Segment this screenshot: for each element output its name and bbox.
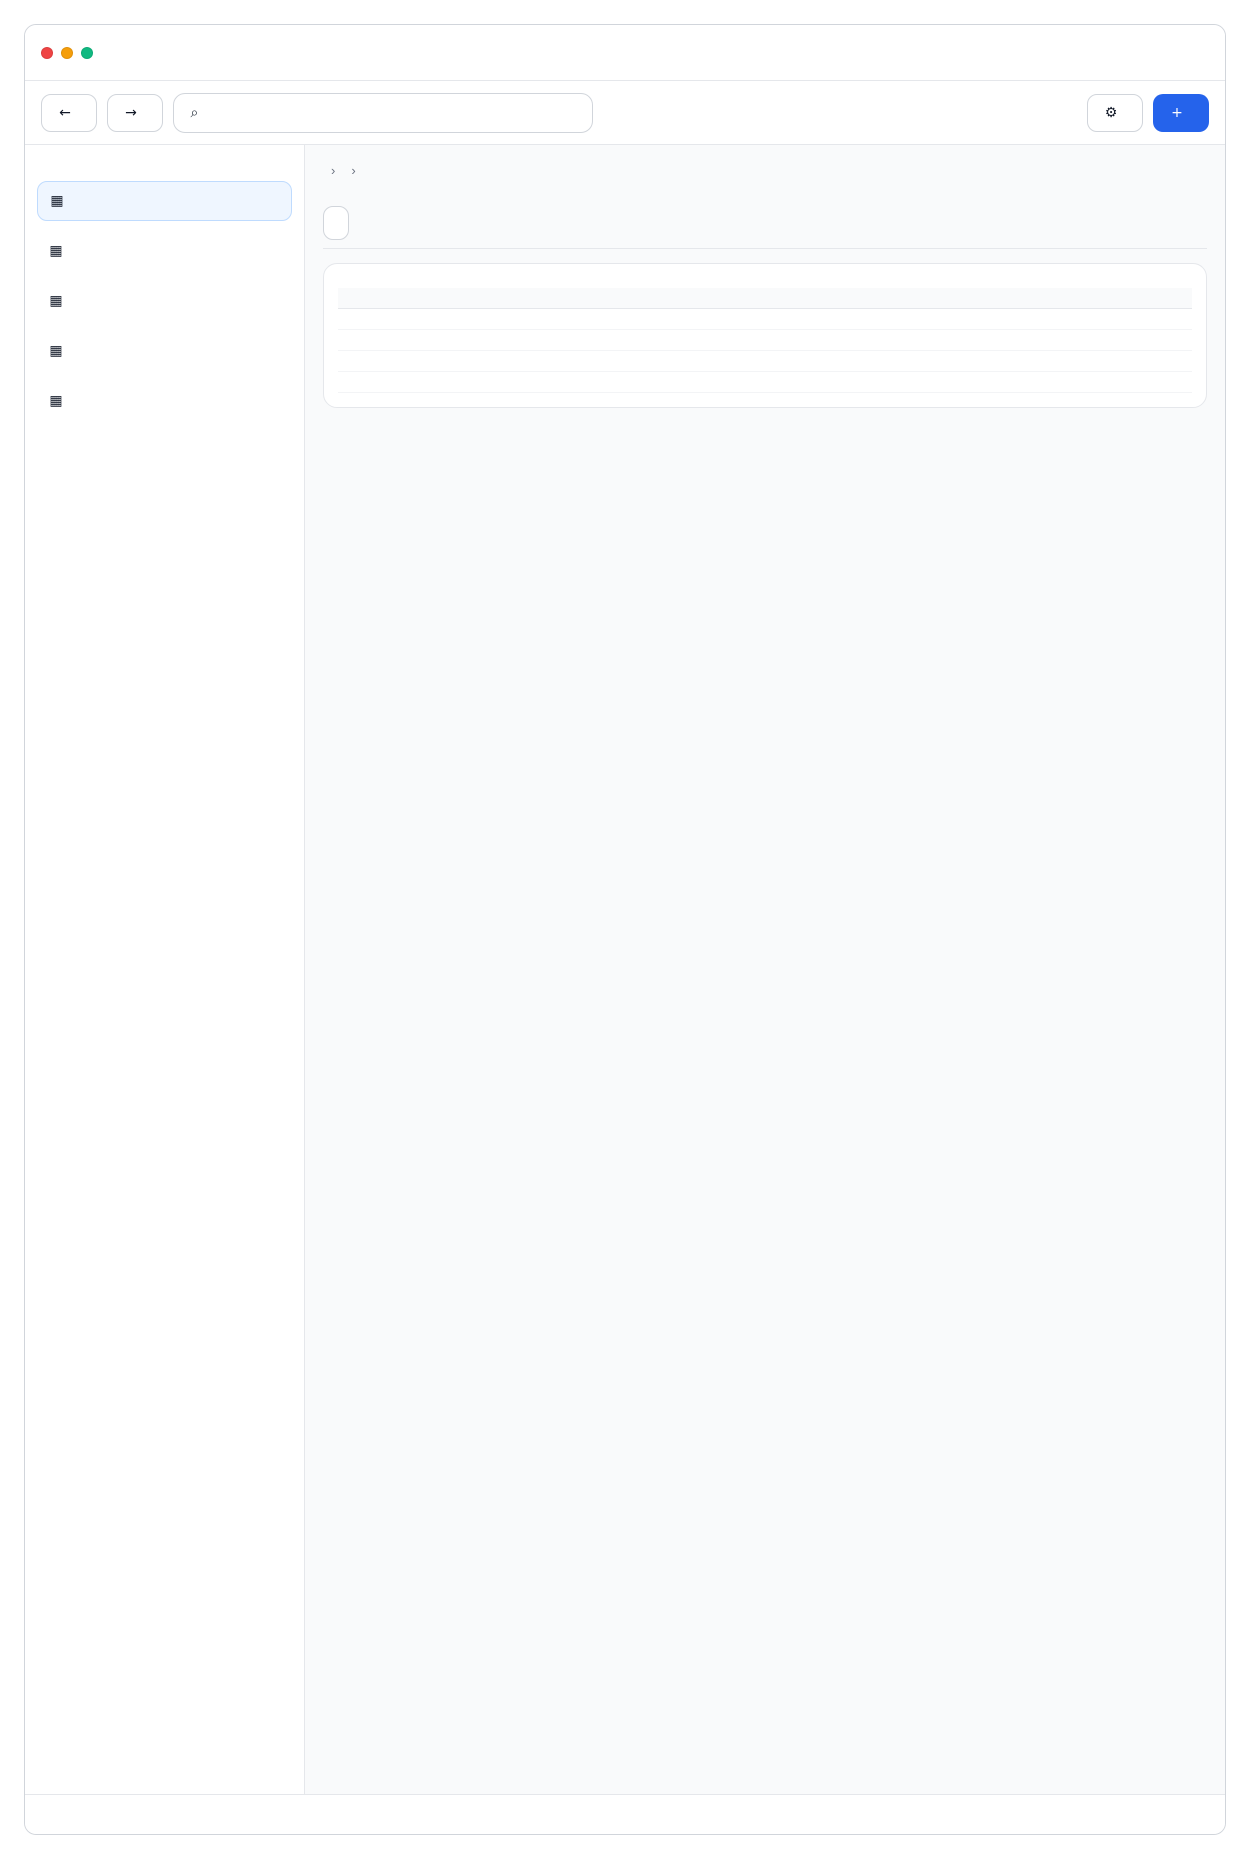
sidebar-item-0[interactable] xyxy=(37,181,292,221)
table-cell xyxy=(338,351,623,372)
statusbar xyxy=(25,1794,1225,1834)
sidebar-section-title xyxy=(37,159,292,171)
search-box[interactable] xyxy=(173,93,593,133)
table-cell xyxy=(623,309,908,330)
table-cell xyxy=(907,372,1192,393)
toolbar xyxy=(25,81,1225,145)
table-cell xyxy=(338,330,623,351)
tab-1[interactable] xyxy=(357,206,383,240)
table-row[interactable] xyxy=(338,330,1192,351)
table-body xyxy=(338,309,1192,393)
sidebar-item-1[interactable] xyxy=(37,231,292,271)
sidebar-item-3[interactable] xyxy=(37,331,292,371)
table-row[interactable] xyxy=(338,372,1192,393)
table-cell xyxy=(623,351,908,372)
breadcrumb-separator: › xyxy=(351,163,356,178)
toolbar-left xyxy=(41,93,593,133)
minimize-window-icon[interactable] xyxy=(61,47,73,59)
table-header-row xyxy=(338,288,1192,309)
toolbar-right xyxy=(1087,94,1209,132)
zoom-window-icon[interactable] xyxy=(81,47,93,59)
folder-icon: ▦ xyxy=(49,393,63,409)
forward-arrow-icon: → xyxy=(125,104,137,121)
table-header-cell xyxy=(338,288,623,309)
folder-icon: ▦ xyxy=(49,293,63,309)
titlebar xyxy=(25,25,1225,81)
sidebar-item-4[interactable] xyxy=(37,381,292,421)
table-header-cell xyxy=(623,288,908,309)
table-head xyxy=(338,288,1192,309)
tab-2[interactable] xyxy=(391,206,417,240)
table-cell xyxy=(907,330,1192,351)
folder-icon: ▦ xyxy=(49,243,63,259)
sidebar xyxy=(25,145,305,1794)
table-cell xyxy=(623,372,908,393)
app-window xyxy=(24,24,1226,1835)
window-controls xyxy=(41,47,93,59)
table-header-cell xyxy=(907,288,1192,309)
data-table xyxy=(338,288,1192,393)
primary-action-button[interactable] xyxy=(1153,94,1209,132)
search-input[interactable] xyxy=(213,104,580,122)
table-cell xyxy=(907,309,1192,330)
main xyxy=(305,145,1225,1794)
folder-icon: ▦ xyxy=(50,193,64,209)
plus-icon: + xyxy=(1171,104,1183,121)
forward-button[interactable] xyxy=(107,94,163,132)
breadcrumb xyxy=(323,163,1207,178)
tab-0[interactable] xyxy=(323,206,349,240)
sidebar-item-2[interactable] xyxy=(37,281,292,321)
table-cell xyxy=(907,351,1192,372)
breadcrumb-separator: › xyxy=(331,163,336,178)
main-card xyxy=(323,263,1207,408)
close-window-icon[interactable] xyxy=(41,47,53,59)
folder-icon: ▦ xyxy=(49,343,63,359)
table-row[interactable] xyxy=(338,309,1192,330)
back-button[interactable] xyxy=(41,94,97,132)
back-arrow-icon: ← xyxy=(59,104,71,121)
gear-icon: ⚙ xyxy=(1104,104,1118,121)
table-row[interactable] xyxy=(338,351,1192,372)
table-cell xyxy=(623,330,908,351)
search-icon: ⌕ xyxy=(190,104,199,121)
table-cell xyxy=(338,309,623,330)
secondary-action-button[interactable] xyxy=(1087,94,1143,132)
tabs xyxy=(323,206,1207,249)
content-area xyxy=(25,145,1225,1794)
table-cell xyxy=(338,372,623,393)
